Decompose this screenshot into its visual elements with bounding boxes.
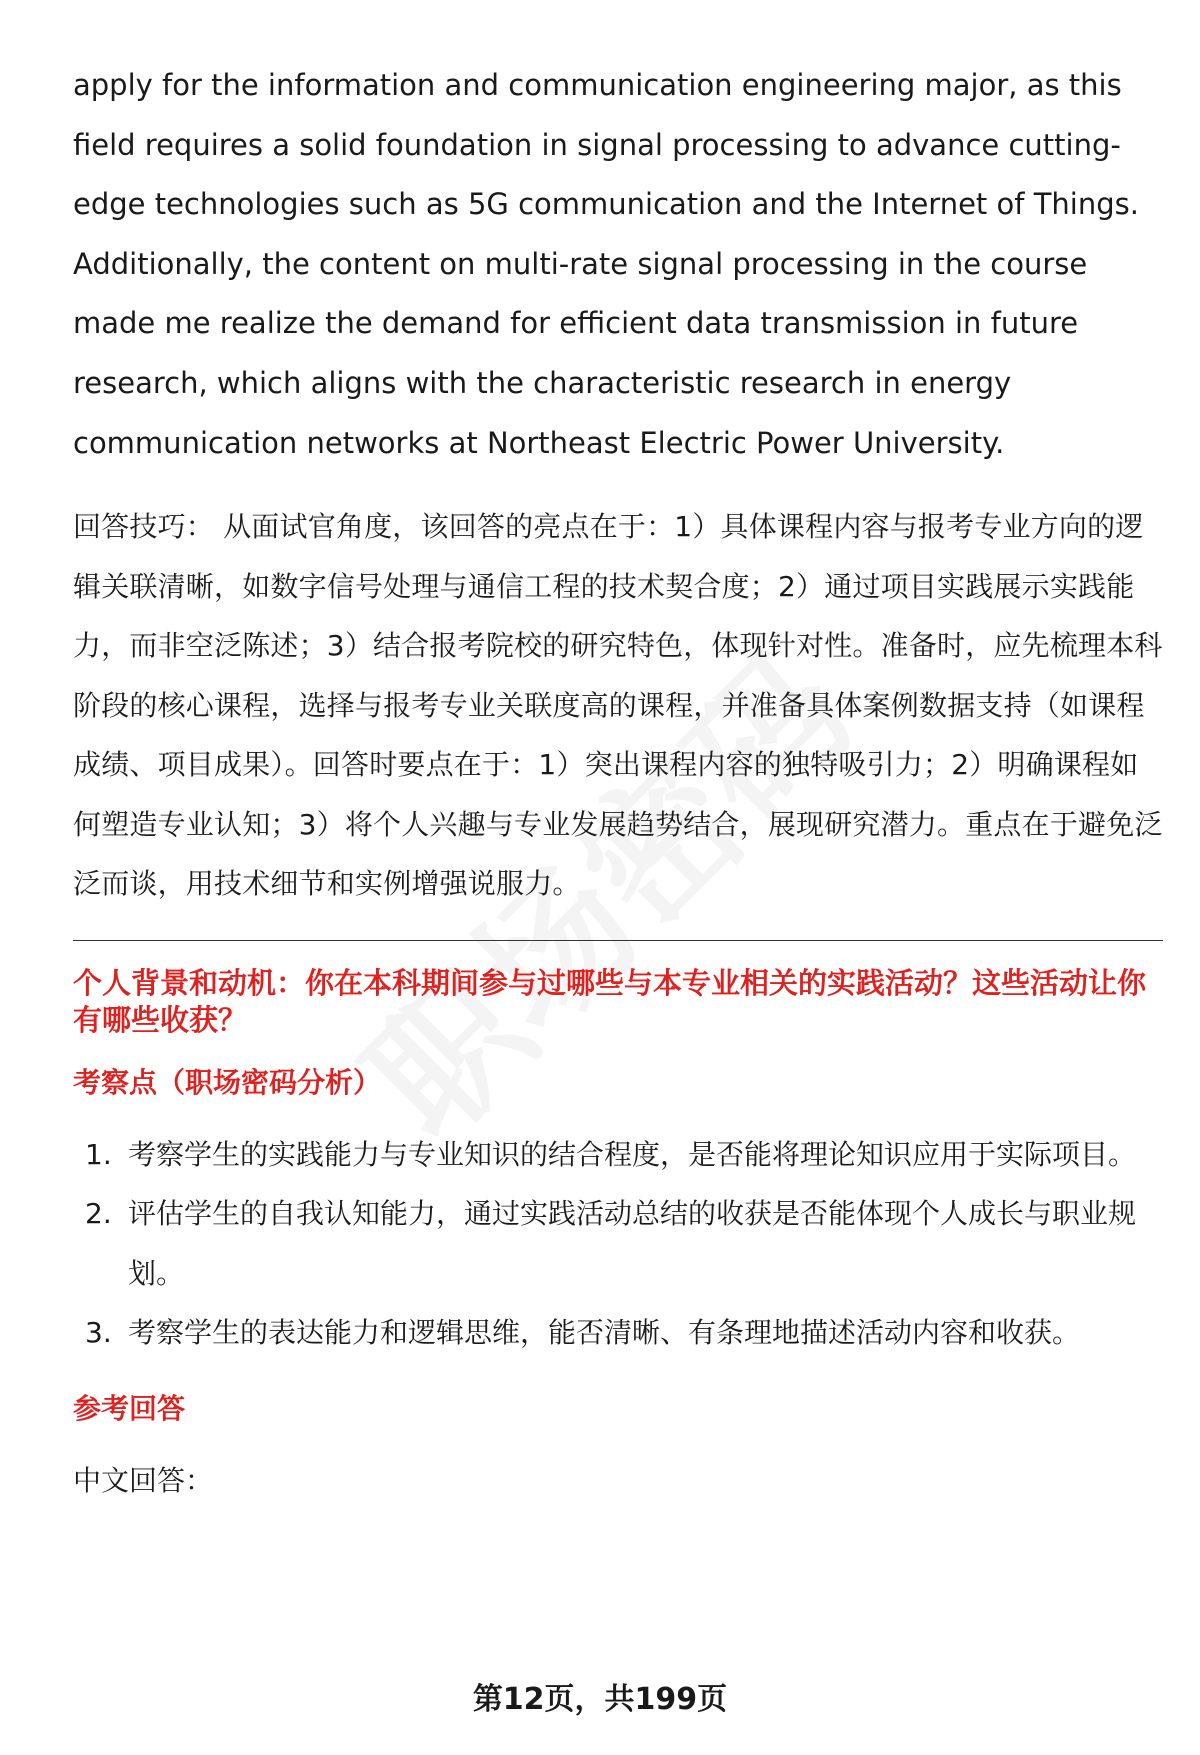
answer-tips-paragraph: 回答技巧： 从面试官角度，该回答的亮点在于：1）具体课程内容与报考专业方向的逻辑关联清晰，如数字信号处理与通信工程的技术契合度；2）通过项目实践展示实践能力，而非空泛陈述；3）结合报考院校的研究特色，体现针对性。准备时，应先梳理本科阶段的核心课程，选择与报考专业关联度高的课程，并准备具体案例数据支持（如课程成绩、项目成果）。回答时要点在于：1）突出课程内容的独特吸引力；2）明确课程如何塑造专业认知；3）将个人兴趣与专业发展趋势结合，展现研究潜力。重点在于避免泛泛而谈，用技术细节和实例增强说服力。 bbox=[73, 510, 1163, 901]
list-item bbox=[73, 1125, 1163, 1185]
english-answer-paragraph: apply for the information and communication engineering major, as this field requires a solid foundation in signal processing to advance cutting-edge technologies such as 5G communication and the Internet of Things. Additionally, the content on multi-rate signal processing in the course made me realize the demand for efficient data transmission in future research, which aligns with the characteristic research in energy communication networks at Northeast Electric Power University. bbox=[73, 68, 1139, 460]
chinese-answer-label: 中文回答： bbox=[73, 1463, 214, 1497]
page-number: 第12页，共199页 bbox=[472, 1682, 728, 1717]
document-page bbox=[73, 56, 1163, 1501]
section-divider bbox=[73, 940, 1163, 941]
list-item bbox=[73, 1303, 1163, 1363]
reference-answer-heading: 参考回答 bbox=[73, 1391, 186, 1425]
list-item-number: 3. bbox=[85, 1316, 112, 1350]
list-item-number: 1. bbox=[85, 1137, 112, 1171]
list-item-text: 考察学生的实践能力与专业知识的结合程度，是否能将理论知识应用于实际项目。 bbox=[128, 1137, 1137, 1171]
exam-points-heading: 考察点（职场密码分析） bbox=[73, 1065, 382, 1099]
question-heading: 个人背景和动机：你在本科期间参与过哪些与本专业相关的实践活动？这些活动让你有哪些收获？ bbox=[73, 965, 1147, 1037]
exam-points-list bbox=[73, 1125, 1163, 1363]
list-item-text: 考察学生的表达能力和逻辑思维，能否清晰、有条理地描述活动内容和收获。 bbox=[128, 1316, 1081, 1350]
list-item bbox=[73, 1184, 1163, 1303]
list-item-text: 评估学生的自我认知能力，通过实践活动总结的收获是否能体现个人成长与职业规划。 bbox=[128, 1197, 1137, 1290]
list-item-number: 2. bbox=[85, 1197, 112, 1231]
